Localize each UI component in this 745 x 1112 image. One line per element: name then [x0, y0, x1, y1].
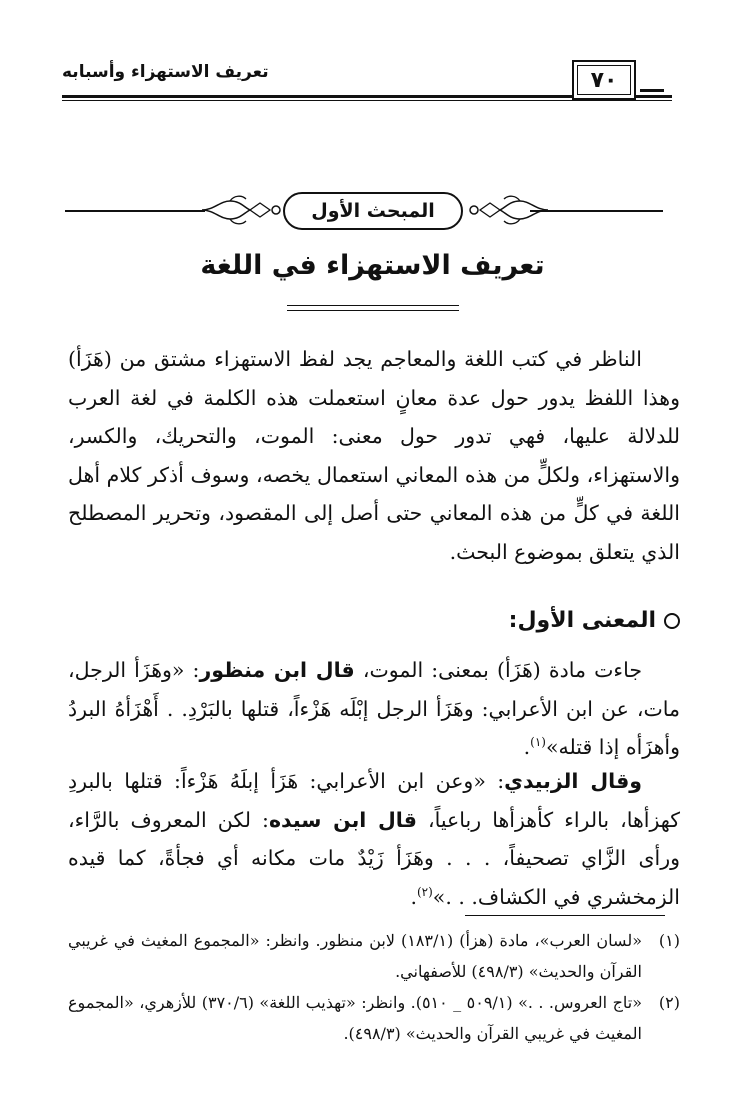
para2-end: .: [523, 735, 531, 759]
chapter-title: تعريف الاستهزاء في اللغة: [200, 250, 545, 281]
running-title: تعريف الاستهزاء وأسبابه: [62, 62, 269, 82]
paragraph-ibn-manzur-block: [68, 651, 680, 767]
paragraph-ibn-manzur: [68, 651, 680, 767]
footnote-text: «تاج العروس. . .» (٥٠٩/١ _ ٥١٠). وانظر: «تهذيب اللغة» (٣٧٠/٦) للأزهري، «المجموع المغيث في غريبي القرآن والحديث» (٤٩٨/٣).: [68, 993, 643, 1043]
paragraph-zubaydi-block: [68, 762, 680, 916]
title-underline: [287, 305, 459, 311]
running-header: [0, 0, 745, 110]
intro-paragraph: الناظر في كتب اللغة والمعاجم يجد لفظ الاستهزاء مشتق من (هَزَأ) وهذا اللفظ يدور حول عدة معانٍ استعملت هذه الكلمة في لغة العرب للدلالة عليها، فهي تدور حول معنى: الموت، والتحريك، والكسر، والاستهزاء، ولكلٍّ من هذه المعاني استعمال يخصه، وسوف أذكر كلام أهل اللغة في كلٍّ من هذه المعاني حتى أصل إلى المقصود، وتحرير المصطلح الذي يتعلق بموضوع البحث.: [68, 347, 680, 564]
footnote-item: [68, 925, 680, 987]
header-rule-thin: [62, 100, 672, 101]
circle-bullet-icon: [664, 613, 680, 629]
footnote-number: (١): [658, 931, 680, 950]
para2-text-1: جاءت مادة (هَزَأ) بمعنى: الموت،: [354, 658, 642, 682]
section-label: المبحث الأول: [311, 200, 435, 222]
para3-text-2: : لكن المعروف بالرَّاء، ورأى الزَّاي تصحيفاً، . . . وهَزَأ زَيْدٌ مات مكانه أي فجأةً، كما قيده الزمخشري في الكشاف. . .»: [68, 807, 680, 909]
footnote-ref-2[interactable]: (٢): [416, 884, 433, 899]
footnote-text: «لسان العرب»، مادة (هزأ) (١٨٣/١) لابن منظور. وانظر: «المجموع المغيث في غريبي القرآن والحديث» (٤٩٨/٣) للأصفهاني.: [68, 931, 642, 981]
section-ornament: [0, 180, 745, 240]
subheading-text: المعنى الأول:: [508, 608, 656, 633]
para3-text-1: : «وعن ابن الأعرابي: هَزَأ إبلَهُ هَزْءاً: قتلها بالبردِ كهزأها، بالراء كأهزأها رباعياً،: [68, 769, 681, 832]
subheading-first-meaning: [68, 608, 680, 633]
flourish-left-icon: [200, 193, 282, 227]
page-number-box: [572, 60, 636, 100]
footnote-ref-1[interactable]: (١): [530, 735, 546, 750]
footnotes: [68, 925, 680, 1049]
para2-text-2: : «وهَزَأ الرجل، مات، عن ابن الأعرابي: وهَزَأ الرجل إبْلَه هَزْءاً، قتلها بالبَرْدِ. . أَهْزَأهُ البردُ وأهزَأه إذا قتله»: [68, 658, 680, 759]
section-cartouche: [283, 192, 463, 230]
footnote-item: [68, 987, 680, 1049]
para3-bold-zubaydi: وقال الزبيدي: [504, 769, 642, 793]
para2-bold-ibn-manzur: قال ابن منظور: [199, 658, 355, 682]
para3-bold-ibn-sidah: قال ابن سيده: [268, 807, 417, 832]
page-number-tick: [640, 89, 664, 92]
footnote-number: (٢): [658, 993, 680, 1012]
para3-end: .: [410, 884, 417, 909]
ornament-line-right: [530, 210, 663, 212]
paragraph-zubaydi: [68, 762, 680, 916]
ornament-line-left: [65, 210, 205, 212]
footnote-separator: [465, 915, 665, 916]
intro-block: [68, 340, 680, 571]
page-number: ٧٠: [590, 67, 618, 93]
